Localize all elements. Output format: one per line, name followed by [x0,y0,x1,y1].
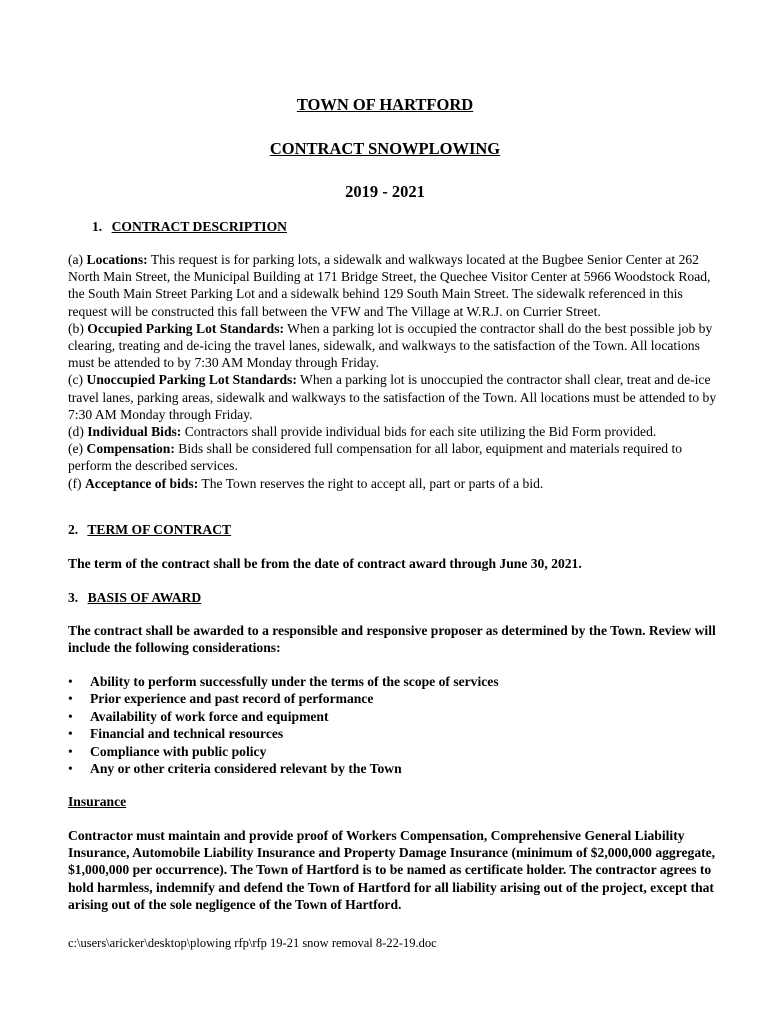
section-1-number: 1. [92,219,103,234]
document-file-path: c:\users\aricker\desktop\plowing rfp\rfp 19-21 snow removal 8-22-19.doc [68,936,437,950]
insurance-text: Contractor must maintain and provide proof of Workers Compensation, Comprehensive General Liability Insurance, Automobile Liability Insurance and Property Damage Insurance (minimum of $2,000,000 aggregate, $1,000,000 per occurrence). The Town of Hartford is to be named as certificate holder. The contractor agrees to hold harmless, indemnify and defend the Town of Hartford for all liability arising out of the project, except that arising out of the sole negligence of the Town of Hartford. [68,828,716,912]
section-3-number: 3. [68,590,79,605]
list-item: • Ability to perform successfully under the terms of the scope of services [68,674,499,689]
bullet-icon: • [68,674,73,689]
description-item-unoccupied: (c) Unoccupied Parking Lot Standards: When a parking lot is unoccupied the contractor shall clear, treat and de-ice travel lanes, parking areas, sidewalk and walkways to the satisfaction of the Town. All locations must be attended to by 7:30 AM Monday through Friday. [68,372,717,422]
item-label: Locations: [86,252,148,267]
contract-title: CONTRACT SNOWPLOWING [269,139,501,158]
insurance-title: Insurance [68,794,127,809]
insurance-heading [68,793,126,810]
bullet-icon: • [68,691,73,707]
item-label: Compensation: [86,441,175,457]
bullet-icon: • [68,726,73,742]
description-item-locations: (a) Locations: This request is for parking lots, a sidewalk and walkways located at the Bugbee Senior Center at 262 North Main Street, the Municipal Building at 171 Bridge Street, the Quechee Visitor Center at 5966 Woodstock Road, the South Main Street Parking Lot and a sidewalk behind 129 South Main Street. The sidewalk referenced in this request will be constructed this fall between the VFW and The Village at W.R.J. on Currier Street. [68,252,711,319]
description-item-individual-bids: (d) Individual Bids: Contractors shall provide individual bids for each site utilizing the Bid Form provided. [68,424,657,440]
considerations-list [68,673,708,777]
item-label: Occupied Parking Lot Standards: [87,320,285,336]
years-title: 2019 - 2021 [345,182,425,201]
section-1-title: CONTRACT DESCRIPTION [111,219,287,234]
section-1-heading [92,218,287,235]
list-item: • Availability of work force and equipment [68,708,329,724]
section-2-title: TERM OF CONTRACT [87,522,232,537]
item-label: Acceptance of bids: [84,475,199,491]
bullet-icon: • [68,761,73,777]
section-2-number: 2. [68,522,79,537]
bullet-icon: • [68,743,73,759]
list-item: • Prior experience and past record of performance [68,691,374,707]
town-title: TOWN OF HARTFORD [296,95,474,114]
list-item: • Compliance with public policy [68,743,267,759]
item-label: Individual Bids: [87,424,182,440]
description-item-acceptance: (f) Acceptance of bids: The Town reserves the right to accept all, part or parts of a bid. [68,475,544,491]
contract-description-block [68,251,718,492]
term-of-contract-text: The term of the contract shall be from the date of contract award through June 30, 2021. [68,556,582,571]
description-item-occupied: (b) Occupied Parking Lot Standards: When a parking lot is occupied the contractor shall do the best possible job by clearing, treating and de-icing the travel lanes, sidewalk, and walkways to the satisfaction of the Town. All locations must be attended to by 7:30 AM Monday through Friday. [68,320,713,371]
bullet-icon: • [68,708,73,724]
section-3-title: BASIS OF AWARD [87,590,202,605]
description-item-compensation: (e) Compensation: Bids shall be considered full compensation for all labor, equipment and materials required to perform the described services. [68,441,683,474]
list-item: • Any or other criteria considered relevant by the Town [68,761,402,777]
item-label: Unoccupied Parking Lot Standards: [86,372,297,388]
section-3-heading [68,589,201,606]
section-2-heading [68,521,231,538]
basis-of-award-text: The contract shall be awarded to a responsible and responsive proposer as determined by the Town. Review will include the following considerations: [68,623,716,656]
list-item: • Financial and technical resources [68,726,284,742]
